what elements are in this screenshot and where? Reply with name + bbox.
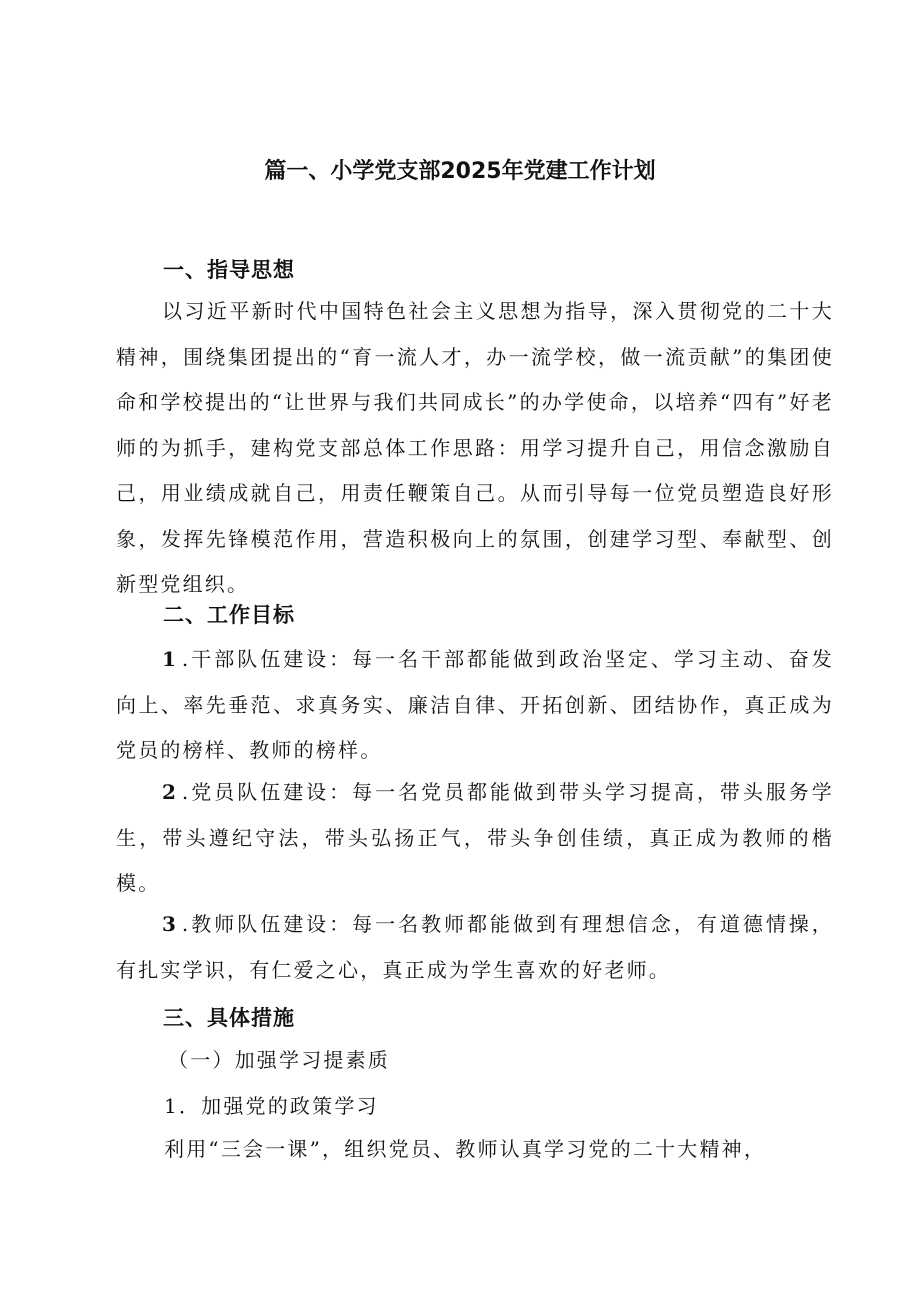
goal-number: 3 — [162, 912, 182, 936]
goal-item-party-member — [116, 770, 834, 907]
paragraph-guiding-thought: 以习近平新时代中国特色社会主义思想为指导，深入贯彻党的二十大精神，围绕集团提出的“育一流人才，办一流学校，做一流贡献”的集团使命和学校提出的“让世界与我们共同成长”的办学使命，以培养“四有”好老师的为抓手，建构党支部总体工作思路：用学习提升自己，用信念激励自己，用业绩成就自己，用责任鞭策自己。从而引导每一位党员塑造良好形象，发挥先锋模范作用，营造积极向上的氛围，创建学习型、奉献型、创新型党组织。 — [116, 299, 834, 596]
goal-text: .党员队伍建设：每一名党员都能做到带头学习提高，带头服务学生，带头遵纪守法，带头弘扬正气，带头争创佳绩，真正成为教师的楷模。 — [116, 780, 834, 895]
goal-item-teacher — [116, 902, 834, 993]
goal-text: .教师队伍建设：每一名教师都能做到有理想信念，有道德情操，有扎实学识，有仁爱之心，真正成为学生喜欢的好老师。 — [116, 912, 834, 982]
subheading-strengthen-study: （一）加强学习提素质 — [168, 1048, 390, 1072]
section-heading-work-goals: 二、工作目标 — [163, 603, 295, 627]
goal-text: .干部队伍建设：每一名干部都能做到政治坚定、学习主动、奋发向上、率先垂范、求真务实、廉洁自律、开拓创新、团结协作，真正成为党员的榜样、教师的榜样。 — [116, 647, 834, 762]
goal-number: 2 — [162, 780, 182, 804]
paragraph-policy-study: 利用“三会一课”，组织党员、教师认真学习党的二十大精神， — [164, 1137, 767, 1161]
document-title: 篇一、小学党支部2025年党建工作计划 — [264, 159, 656, 184]
section-heading-measures: 三、具体措施 — [163, 1006, 295, 1030]
item-policy-study: 1．加强党的政策学习 — [164, 1094, 379, 1118]
goal-number: 1 — [162, 647, 182, 671]
section-heading-guiding-thought: 一、指导思想 — [163, 258, 295, 282]
goal-item-cadre — [116, 637, 834, 774]
